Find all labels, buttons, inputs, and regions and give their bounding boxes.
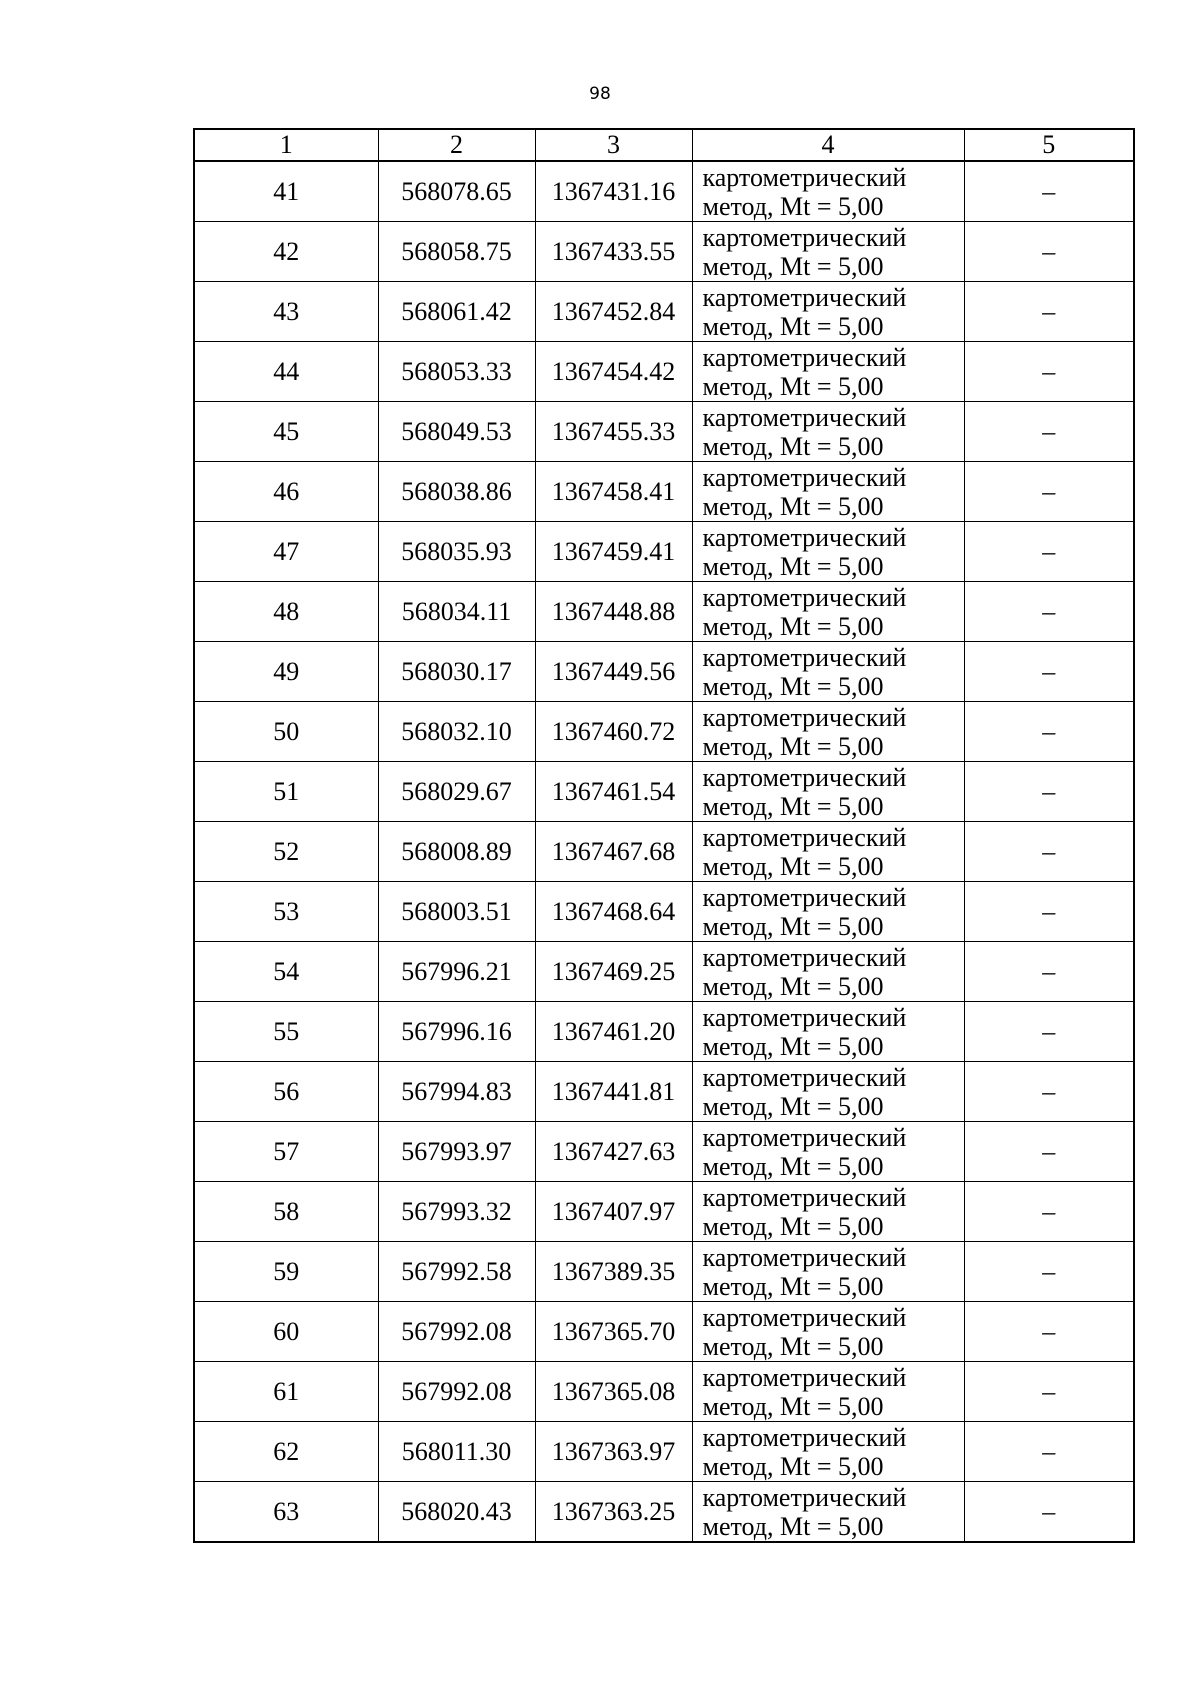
point-number-cell: 62	[194, 1422, 378, 1482]
method-cell	[692, 702, 964, 762]
header-col-2: 2	[378, 129, 535, 161]
x-coordinate-cell: 567993.97	[378, 1122, 535, 1182]
note-cell: –	[964, 942, 1134, 1002]
x-coordinate-cell: 567992.08	[378, 1362, 535, 1422]
method-cell	[692, 642, 964, 702]
point-number-cell: 47	[194, 522, 378, 582]
table-row	[194, 702, 1134, 762]
method-name-text: картометрический	[702, 762, 907, 792]
method-name-text: картометрический	[702, 1302, 907, 1332]
point-number-cell: 58	[194, 1182, 378, 1242]
method-name-text: картометрический	[702, 342, 907, 372]
table-row	[194, 342, 1134, 402]
method-precision-text: метод, Mt = 5,00	[702, 1391, 884, 1421]
note-cell: –	[964, 522, 1134, 582]
method-cell	[692, 402, 964, 462]
x-coordinate-cell: 568061.42	[378, 282, 535, 342]
method-cell	[692, 222, 964, 282]
x-coordinate-cell: 568008.89	[378, 822, 535, 882]
x-coordinate-cell: 568078.65	[378, 161, 535, 222]
method-cell	[692, 1362, 964, 1422]
method-name-text: картометрический	[702, 882, 907, 912]
method-precision-text: метод, Mt = 5,00	[702, 911, 884, 941]
point-number-cell: 54	[194, 942, 378, 1002]
x-coordinate-cell: 567996.21	[378, 942, 535, 1002]
x-coordinate-cell: 567996.16	[378, 1002, 535, 1062]
note-cell: –	[964, 1242, 1134, 1302]
y-coordinate-cell: 1367467.68	[535, 822, 692, 882]
method-precision-text: метод, Mt = 5,00	[702, 671, 884, 701]
x-coordinate-cell: 568029.67	[378, 762, 535, 822]
point-number-cell: 48	[194, 582, 378, 642]
point-number-cell: 41	[194, 161, 378, 222]
y-coordinate-cell: 1367449.56	[535, 642, 692, 702]
method-precision-text: метод, Mt = 5,00	[702, 851, 884, 881]
method-precision-text: метод, Mt = 5,00	[702, 1151, 884, 1181]
note-cell: –	[964, 882, 1134, 942]
method-precision-text: метод, Mt = 5,00	[702, 611, 884, 641]
method-precision-text: метод, Mt = 5,00	[702, 971, 884, 1001]
method-cell	[692, 762, 964, 822]
table-row	[194, 1482, 1134, 1543]
method-precision-text: метод, Mt = 5,00	[702, 431, 884, 461]
table-row	[194, 1422, 1134, 1482]
x-coordinate-cell: 568035.93	[378, 522, 535, 582]
point-number-cell: 60	[194, 1302, 378, 1362]
method-precision-text: метод, Mt = 5,00	[702, 1091, 884, 1121]
method-name-text: картометрический	[702, 1242, 907, 1272]
header-col-3: 3	[535, 129, 692, 161]
method-precision-text: метод, Mt = 5,00	[702, 1511, 884, 1541]
table-row	[194, 1242, 1134, 1302]
method-name-text: картометрический	[702, 282, 907, 312]
y-coordinate-cell: 1367363.97	[535, 1422, 692, 1482]
method-cell	[692, 1242, 964, 1302]
note-cell: –	[964, 762, 1134, 822]
table-row	[194, 1002, 1134, 1062]
table-row	[194, 1362, 1134, 1422]
note-cell: –	[964, 642, 1134, 702]
table-row	[194, 282, 1134, 342]
header-col-1: 1	[194, 129, 378, 161]
point-number-cell: 49	[194, 642, 378, 702]
method-cell	[692, 1122, 964, 1182]
point-number-cell: 50	[194, 702, 378, 762]
x-coordinate-cell: 568030.17	[378, 642, 535, 702]
y-coordinate-cell: 1367452.84	[535, 282, 692, 342]
table-header	[194, 129, 1134, 161]
header-col-5: 5	[964, 129, 1134, 161]
y-coordinate-cell: 1367458.41	[535, 462, 692, 522]
coordinates-table	[193, 128, 1135, 1543]
point-number-cell: 56	[194, 1062, 378, 1122]
method-cell	[692, 1422, 964, 1482]
table-row	[194, 1302, 1134, 1362]
point-number-cell: 46	[194, 462, 378, 522]
method-name-text: картометрический	[702, 522, 907, 552]
note-cell: –	[964, 1422, 1134, 1482]
y-coordinate-cell: 1367407.97	[535, 1182, 692, 1242]
table-row	[194, 822, 1134, 882]
y-coordinate-cell: 1367441.81	[535, 1062, 692, 1122]
method-cell	[692, 1302, 964, 1362]
header-col-4: 4	[692, 129, 964, 161]
note-cell: –	[964, 1002, 1134, 1062]
method-name-text: картометрический	[702, 702, 907, 732]
method-precision-text: метод, Mt = 5,00	[702, 371, 884, 401]
x-coordinate-cell: 567993.32	[378, 1182, 535, 1242]
table-body	[194, 161, 1134, 1542]
method-precision-text: метод, Mt = 5,00	[702, 1211, 884, 1241]
y-coordinate-cell: 1367455.33	[535, 402, 692, 462]
header-row	[194, 129, 1134, 161]
x-coordinate-cell: 567992.08	[378, 1302, 535, 1362]
x-coordinate-cell: 568020.43	[378, 1482, 535, 1543]
table-row	[194, 1122, 1134, 1182]
table-row	[194, 942, 1134, 1002]
method-name-text: картометрический	[702, 402, 907, 432]
table-row	[194, 1182, 1134, 1242]
y-coordinate-cell: 1367433.55	[535, 222, 692, 282]
method-cell	[692, 582, 964, 642]
method-precision-text: метод, Mt = 5,00	[702, 491, 884, 521]
point-number-cell: 45	[194, 402, 378, 462]
method-name-text: картометрический	[702, 162, 907, 192]
x-coordinate-cell: 568034.11	[378, 582, 535, 642]
table-row	[194, 882, 1134, 942]
method-precision-text: метод, Mt = 5,00	[702, 1331, 884, 1361]
table-row	[194, 522, 1134, 582]
y-coordinate-cell: 1367431.16	[535, 161, 692, 222]
table-row	[194, 462, 1134, 522]
note-cell: –	[964, 1182, 1134, 1242]
method-precision-text: метод, Mt = 5,00	[702, 1031, 884, 1061]
y-coordinate-cell: 1367459.41	[535, 522, 692, 582]
method-cell	[692, 942, 964, 1002]
note-cell: –	[964, 1302, 1134, 1362]
point-number-cell: 51	[194, 762, 378, 822]
method-name-text: картометрический	[702, 822, 907, 852]
method-name-text: картометрический	[702, 942, 907, 972]
point-number-cell: 44	[194, 342, 378, 402]
method-name-text: картометрический	[702, 1422, 907, 1452]
note-cell: –	[964, 822, 1134, 882]
note-cell: –	[964, 342, 1134, 402]
method-cell	[692, 161, 964, 222]
y-coordinate-cell: 1367448.88	[535, 582, 692, 642]
method-name-text: картометрический	[702, 1482, 907, 1512]
y-coordinate-cell: 1367427.63	[535, 1122, 692, 1182]
method-name-text: картометрический	[702, 1122, 907, 1152]
note-cell: –	[964, 1062, 1134, 1122]
x-coordinate-cell: 567994.83	[378, 1062, 535, 1122]
method-precision-text: метод, Mt = 5,00	[702, 311, 884, 341]
y-coordinate-cell: 1367363.25	[535, 1482, 692, 1543]
x-coordinate-cell: 568003.51	[378, 882, 535, 942]
x-coordinate-cell: 567992.58	[378, 1242, 535, 1302]
x-coordinate-cell: 568038.86	[378, 462, 535, 522]
method-cell	[692, 1182, 964, 1242]
method-name-text: картометрический	[702, 1062, 907, 1092]
method-precision-text: метод, Mt = 5,00	[702, 731, 884, 761]
point-number-cell: 63	[194, 1482, 378, 1543]
page-number: 98	[589, 84, 611, 104]
note-cell: –	[964, 402, 1134, 462]
method-precision-text: метод, Mt = 5,00	[702, 1451, 884, 1481]
note-cell: –	[964, 282, 1134, 342]
method-cell	[692, 522, 964, 582]
point-number-cell: 61	[194, 1362, 378, 1422]
x-coordinate-cell: 568011.30	[378, 1422, 535, 1482]
y-coordinate-cell: 1367469.25	[535, 942, 692, 1002]
table-row	[194, 642, 1134, 702]
note-cell: –	[964, 161, 1134, 222]
method-cell	[692, 882, 964, 942]
y-coordinate-cell: 1367365.70	[535, 1302, 692, 1362]
note-cell: –	[964, 462, 1134, 522]
method-cell	[692, 342, 964, 402]
method-cell	[692, 822, 964, 882]
method-precision-text: метод, Mt = 5,00	[702, 251, 884, 281]
table-row	[194, 222, 1134, 282]
note-cell: –	[964, 1122, 1134, 1182]
point-number-cell: 42	[194, 222, 378, 282]
method-precision-text: метод, Mt = 5,00	[702, 791, 884, 821]
method-cell	[692, 282, 964, 342]
method-cell	[692, 1062, 964, 1122]
table-row	[194, 582, 1134, 642]
method-precision-text: метод, Mt = 5,00	[702, 1271, 884, 1301]
x-coordinate-cell: 568058.75	[378, 222, 535, 282]
point-number-cell: 55	[194, 1002, 378, 1062]
point-number-cell: 53	[194, 882, 378, 942]
method-name-text: картометрический	[702, 1362, 907, 1392]
x-coordinate-cell: 568032.10	[378, 702, 535, 762]
table-row	[194, 161, 1134, 222]
note-cell: –	[964, 1482, 1134, 1543]
method-name-text: картометрический	[702, 222, 907, 252]
y-coordinate-cell: 1367454.42	[535, 342, 692, 402]
x-coordinate-cell: 568049.53	[378, 402, 535, 462]
method-precision-text: метод, Mt = 5,00	[702, 191, 884, 221]
y-coordinate-cell: 1367461.20	[535, 1002, 692, 1062]
method-cell	[692, 1482, 964, 1543]
table-row	[194, 402, 1134, 462]
note-cell: –	[964, 582, 1134, 642]
point-number-cell: 59	[194, 1242, 378, 1302]
note-cell: –	[964, 702, 1134, 762]
y-coordinate-cell: 1367365.08	[535, 1362, 692, 1422]
method-name-text: картометрический	[702, 582, 907, 612]
y-coordinate-cell: 1367389.35	[535, 1242, 692, 1302]
point-number-cell: 52	[194, 822, 378, 882]
x-coordinate-cell: 568053.33	[378, 342, 535, 402]
method-name-text: картометрический	[702, 642, 907, 672]
table-row	[194, 762, 1134, 822]
point-number-cell: 57	[194, 1122, 378, 1182]
method-name-text: картометрический	[702, 462, 907, 492]
y-coordinate-cell: 1367468.64	[535, 882, 692, 942]
method-precision-text: метод, Mt = 5,00	[702, 551, 884, 581]
table-row	[194, 1062, 1134, 1122]
method-name-text: картометрический	[702, 1182, 907, 1212]
method-cell	[692, 1002, 964, 1062]
y-coordinate-cell: 1367461.54	[535, 762, 692, 822]
note-cell: –	[964, 1362, 1134, 1422]
point-number-cell: 43	[194, 282, 378, 342]
y-coordinate-cell: 1367460.72	[535, 702, 692, 762]
method-cell	[692, 462, 964, 522]
note-cell: –	[964, 222, 1134, 282]
method-name-text: картометрический	[702, 1002, 907, 1032]
